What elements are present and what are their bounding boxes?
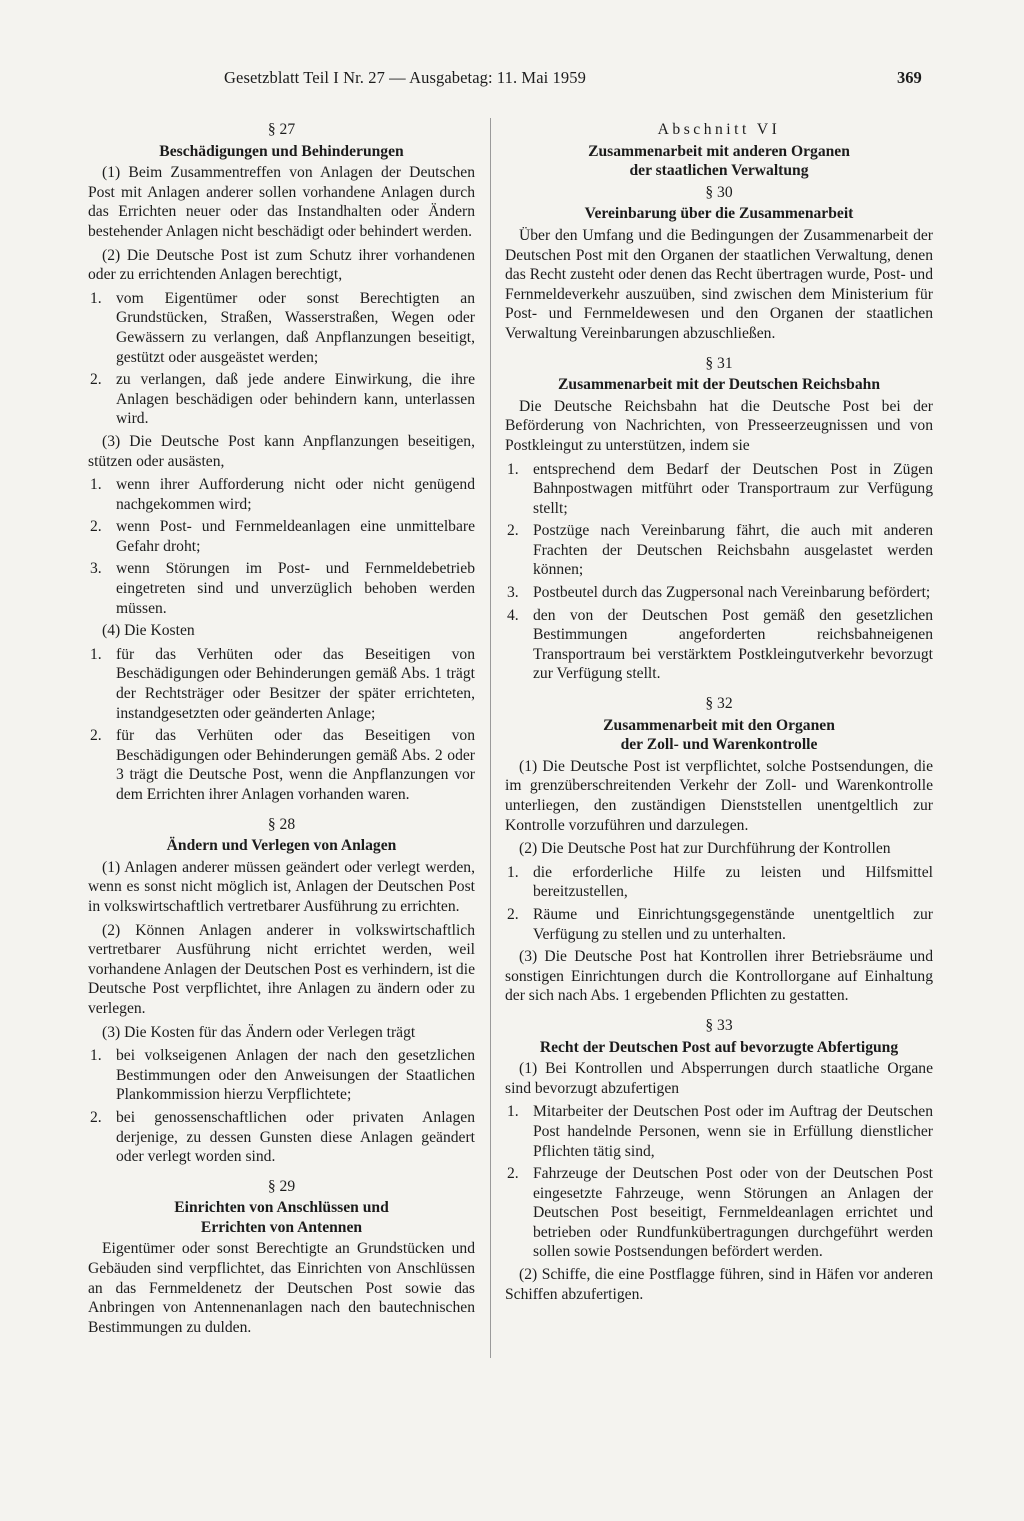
section-heading — [88, 1198, 475, 1237]
list-text: wenn Störungen im Post- und Fernmeldebetrieb eingetreten sind und unverzüglich behoben werden müssen. — [116, 560, 475, 617]
paragraph: (2) Die Deutsche Post ist zum Schutz ihrer vorhandenen oder zu errichtenden Anlagen berechtigt, — [88, 246, 475, 284]
paragraph: (2) Können Anlagen anderer in volkswirtschaftlich vertretbarer Ausführung nicht errichtet werden, weil vorhandene Anlagen der Deutschen Post es verhindern, ist die Deutsche Post verpflichtet, ihre Anlagen zu ändern oder zu verlegen. — [88, 921, 475, 1017]
section-number: § 29 — [267, 1177, 296, 1195]
section-heading-line: Errichten von Antennen — [200, 1218, 363, 1236]
paragraph: (1) Beim Zusammentreffen von Anlagen der Deutschen Post mit Anlagen anderer sollen vorhandene Anlagen durch das Errichten neuer oder das Instandhalten oder Ändern bestehender Anlagen nicht beschädigt oder behindert werden. — [88, 164, 475, 240]
list-text: bei genossenschaftlichen oder privaten Anlagen derjenige, zu dessen Gunsten diese Anlagen geändert oder verlegt worden sind. — [116, 1108, 475, 1166]
list-number: 1. — [90, 476, 102, 494]
list-item — [88, 1046, 475, 1105]
list-text: zu verlangen, daß jede andere Einwirkung, die ihre Anlagen beschädigen oder behindern kann, unterlassen wird. — [116, 371, 475, 428]
section-number: § 28 — [267, 815, 296, 833]
section-heading-line: der Zoll- und Warenkontrolle — [620, 736, 818, 754]
list-item — [88, 517, 475, 556]
chapter-title: Abschnitt VI — [657, 121, 781, 138]
paragraph: (3) Die Deutsche Post hat Kontrollen ihrer Betriebsräume und sonstigen Einrichtungen durch die Kontrollorgane auf Einhaltung der sich nach Abs. 1 ergebenden Pflichten zu gestatten. — [505, 948, 933, 1005]
section-28 — [88, 815, 475, 1167]
header-title: Gesetzblatt Teil I Nr. 27 — Ausgabetag: 11. Mai 1959 — [224, 68, 586, 87]
list-item — [88, 726, 475, 804]
list-item — [88, 370, 475, 429]
section-number: § 32 — [705, 695, 733, 713]
page-number: 369 — [897, 68, 922, 87]
list-item — [505, 521, 933, 580]
list-item — [88, 1108, 475, 1167]
list-item — [88, 559, 475, 618]
chapter-heading-line: der staatlichen Verwaltung — [629, 162, 809, 180]
list-number: 1. — [90, 645, 102, 663]
list-item — [505, 863, 933, 902]
list-text: wenn ihrer Aufforderung nicht oder nicht genügend nachgekommen wird; — [116, 476, 475, 513]
list-item — [505, 905, 933, 944]
list-text: Fahrzeuge der Deutschen Post oder von der Deutschen Post eingesetzte Fahrzeuge, wenn Störungen an Anlagen der Deutschen Post beseitigt, Fernmeldeanlagen errichtet und betrieben oder Rundfunkübertragungen durchgeführt werden sollen sowie Postsendungen befördert werden. — [533, 1165, 933, 1261]
list-number: 2. — [507, 905, 519, 923]
paragraph: (2) Schiffe, die eine Postflagge führen, sind in Häfen vor anderen Schiffen abzufertigen. — [505, 1266, 933, 1303]
list-number: 2. — [90, 371, 102, 389]
list-item — [505, 1164, 933, 1262]
list-item — [505, 1102, 933, 1161]
paragraph: (4) Die Kosten — [102, 622, 195, 640]
list-text: für das Verhüten oder das Beseitigen von Beschädigungen oder Behinderungen gemäß Abs. 1 trägt der Rechtsträger oder Besitzer der später errichteten, instandgesetzten oder geänderten Anlage; — [116, 645, 475, 722]
list-item — [88, 289, 475, 367]
list-item — [505, 460, 933, 519]
column-divider — [490, 118, 491, 1358]
paragraph: Über den Umfang und die Bedingungen der Zusammenarbeit der Deutschen Post mit den Organen der staatlichen Verwaltung, denen das Recht zusteht oder denen das Recht übertragen wurde, Post- und Fernmeldeverkehr auszuüben, sind zwischen dem Ministerium für Post- und Fernmeldewesen und den Organen der staatlichen Verwaltung Vereinbarungen abzuschließen. — [505, 226, 933, 342]
list-number: 2. — [90, 1108, 102, 1126]
list-number: 4. — [507, 606, 519, 624]
list-text: wenn Post- und Fernmeldeanlagen eine unmittelbare Gefahr droht; — [116, 518, 475, 555]
right-column — [505, 120, 933, 1308]
list-number: 1. — [507, 1103, 519, 1121]
section-33 — [505, 1016, 933, 1304]
list-number: 1. — [507, 460, 519, 478]
section-heading-line: Einrichten von Anschlüssen und — [174, 1199, 389, 1217]
list-text: entsprechend dem Bedarf der Deutschen Post in Zügen Bahnpostwagen mitführt oder Transportraum zur Verfügung stellt; — [533, 460, 933, 517]
list-number: 1. — [507, 863, 519, 881]
list-text: Postbeutel durch das Zugpersonal nach Vereinbarung befördert; — [533, 584, 931, 602]
list-number: 2. — [90, 518, 102, 536]
section-30 — [505, 183, 933, 344]
paragraph: (1) Anlagen anderer müssen geändert oder verlegt werden, wenn es sonst nicht möglich ist, Anlagen der Deutschen Post in volkswirtschaftlich vertretbarer Ausführung zu errichten. — [88, 858, 475, 915]
paragraph: (2) Die Deutsche Post hat zur Durchführung der Kontrollen — [519, 840, 891, 858]
paragraph: Die Deutsche Reichsbahn hat die Deutsche Post bei der Beförderung von Nachrichten, von Presseerzeugnissen und von Postkleingut zu unterstützen, indem sie — [505, 397, 933, 454]
chapter-heading — [505, 142, 933, 181]
paragraph: Eigentümer oder sonst Berechtigte an Grundstücken und Gebäuden sind verpflichtet, das Einrichten von Anschlüssen an das Fernmeldenetz der Deutschen Post sowie das Anbringen von Antennenanlagen nach den bautechnischen Bestimmungen zu dulden. — [88, 1240, 475, 1336]
section-32 — [505, 694, 933, 1006]
paragraph: (1) Bei Kontrollen und Absperrungen durch staatliche Organe sind bevorzugt abzufertigen — [505, 1060, 933, 1097]
list-text: Räume und Einrichtungsgegenstände unentgeltlich zur Verfügung zu stellen und zu unterhalten. — [533, 905, 933, 943]
section-heading — [505, 716, 933, 755]
section-heading: Beschädigungen und Behinderungen — [159, 142, 404, 160]
section-number: § 30 — [705, 183, 733, 201]
paragraph: (3) Die Kosten für das Ändern oder Verlegen trägt — [102, 1023, 416, 1041]
list-number: 2. — [90, 727, 102, 745]
chapter-heading-line: Zusammenarbeit mit anderen Organen — [588, 142, 850, 160]
section-31 — [505, 354, 933, 685]
list-number: 2. — [507, 1165, 519, 1183]
page-header — [0, 68, 1024, 98]
list-number: 1. — [90, 1047, 102, 1065]
list-number: 3. — [507, 584, 519, 602]
left-column — [88, 120, 475, 1341]
section-heading: Zusammenarbeit mit der Deutschen Reichsbahn — [558, 376, 880, 394]
list-text: den von der Deutschen Post gemäß den gesetzlichen Bestimmungen angeforderten reichsbahneigenen Transportraum bei verstärktem Postkleingutverkehr bevorzugt zur Verfügung stellt. — [533, 606, 933, 683]
section-heading-line: Zusammenarbeit mit den Organen — [603, 716, 835, 734]
list-text: die erforderliche Hilfe zu leisten und Hilfsmittel bereitzustellen, — [533, 863, 933, 901]
list-number: 1. — [90, 289, 102, 307]
paragraph: (3) Die Deutsche Post kann Anpflanzungen beseitigen, stützen oder ausästen, — [88, 432, 475, 470]
section-29 — [88, 1177, 475, 1338]
list-text: vom Eigentümer oder sonst Berechtigten an Grundstücken, Straßen, Wasserstraßen, Wegen oder Gewässern zu verlangen, daß Anpflanzungen beseitigt, gestützt oder ausgeästet werden; — [116, 289, 475, 366]
list-item — [88, 645, 475, 723]
section-number: § 27 — [267, 121, 296, 138]
paragraph: (1) Die Deutsche Post ist verpflichtet, solche Postsendungen, die im grenzüberschreitenden Verkehr der Zoll- und Warenkontrolle unterliegen, den zuständigen Dienststellen unentgeltlich zur Kontrolle vorzuführen und darzulegen. — [505, 757, 933, 834]
section-number: § 33 — [705, 1016, 733, 1034]
list-item — [505, 583, 933, 603]
section-heading: Vereinbarung über die Zusammenarbeit — [584, 205, 854, 223]
list-item — [88, 475, 475, 514]
section-27 — [88, 120, 475, 805]
list-number: 3. — [90, 560, 102, 578]
list-item — [505, 606, 933, 684]
section-number: § 31 — [705, 354, 733, 372]
list-text: bei volkseigenen Anlagen der nach den gesetzlichen Bestimmungen oder den Anweisungen der Staatlichen Plankommission hierzu Verpflichtete; — [116, 1047, 475, 1104]
list-text: Mitarbeiter der Deutschen Post oder im Auftrag der Deutschen Post handelnde Personen, wenn sie in Erfüllung dienstlicher Pflichten tätig sind, — [533, 1103, 933, 1160]
list-text: für das Verhüten oder das Beseitigen von Beschädigungen oder Behinderungen gemäß Abs. 2 oder 3 trägt die Deutsche Post, wenn die Anpflanzungen vor dem Errichten ihrer Anlagen vorhanden waren. — [116, 727, 475, 803]
section-heading: Ändern und Verlegen von Anlagen — [166, 837, 397, 855]
list-text: Postzüge nach Vereinbarung fährt, die auch mit anderen Frachten der Deutschen Reichsbahn ausgelastet werden können; — [533, 522, 933, 579]
section-heading: Recht der Deutschen Post auf bevorzugte Abfertigung — [539, 1038, 899, 1056]
list-number: 2. — [507, 522, 519, 540]
